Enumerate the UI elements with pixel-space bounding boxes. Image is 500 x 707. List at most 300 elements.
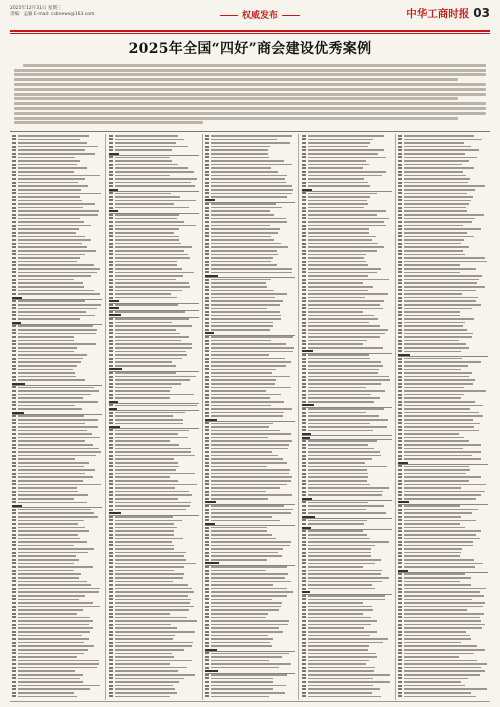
entry-number — [398, 350, 402, 352]
text-line — [404, 333, 473, 335]
text-line — [115, 196, 180, 198]
text-line — [115, 232, 174, 234]
text-line — [211, 246, 288, 248]
entry-number — [398, 390, 402, 392]
entry-number — [109, 624, 113, 626]
entry-number — [205, 469, 209, 471]
entry-number — [205, 519, 209, 521]
text-line — [115, 631, 196, 633]
text-line — [115, 656, 174, 658]
text-line — [115, 419, 183, 421]
text-line — [404, 221, 472, 223]
entry-number — [12, 667, 16, 669]
entry-number — [205, 300, 209, 302]
text-line — [404, 178, 470, 180]
text-line — [308, 552, 371, 554]
text-line — [404, 473, 466, 475]
text-line — [302, 437, 310, 439]
text-line — [404, 340, 459, 342]
entry-number — [109, 674, 113, 676]
text-line — [115, 440, 170, 442]
entry-number — [109, 318, 113, 320]
text-line — [404, 232, 467, 234]
entry-number — [109, 638, 113, 640]
text-line — [115, 394, 194, 396]
entry-number — [205, 566, 209, 568]
entry-number — [398, 221, 402, 223]
text-line — [308, 196, 371, 198]
text-line — [308, 379, 390, 381]
entry-number — [109, 311, 113, 313]
text-line — [404, 315, 460, 317]
entry-number — [12, 465, 16, 467]
entry-number — [109, 379, 113, 381]
text-line — [308, 268, 382, 270]
entry-number — [109, 167, 113, 169]
entry-number — [109, 422, 113, 424]
entry-number — [398, 235, 402, 237]
text-line — [18, 458, 75, 460]
entry-number — [398, 667, 402, 669]
text-line — [211, 250, 277, 252]
text-line — [404, 189, 475, 191]
text-line — [18, 315, 95, 317]
entry-number — [205, 318, 209, 320]
entry-number — [302, 620, 306, 622]
text-line — [18, 318, 80, 320]
text-line — [18, 135, 89, 137]
entry-number — [109, 160, 113, 162]
text-line — [404, 455, 472, 457]
entry-number — [398, 347, 402, 349]
text-line — [115, 473, 196, 475]
entry-number — [302, 135, 306, 137]
entry-number — [12, 304, 16, 306]
text-line — [115, 602, 190, 604]
entry-number — [109, 685, 113, 687]
text-line — [115, 448, 191, 450]
entry-number — [205, 616, 209, 618]
text-line — [211, 135, 292, 137]
text-line — [18, 663, 99, 665]
text-line — [308, 293, 389, 295]
entry-number — [205, 210, 209, 212]
case-entry — [302, 695, 392, 699]
entry-number — [398, 458, 402, 460]
text-line — [211, 538, 276, 540]
entry-number — [12, 210, 16, 212]
entry-number — [398, 189, 402, 191]
entry-number — [12, 652, 16, 654]
entry-number — [398, 142, 402, 144]
text-line — [308, 182, 368, 184]
text-line — [18, 423, 85, 425]
text-line — [18, 178, 85, 180]
entry-number — [109, 235, 113, 237]
text-line — [404, 164, 462, 166]
entry-number — [109, 559, 113, 561]
text-line — [115, 351, 187, 353]
entry-number — [12, 404, 16, 406]
entry-number — [12, 544, 16, 546]
entry-number — [109, 221, 113, 223]
text-line — [308, 419, 389, 421]
text-line — [404, 627, 482, 629]
text-line — [205, 501, 216, 503]
text-line — [115, 502, 191, 504]
entry-number — [109, 347, 113, 349]
text-line — [404, 674, 480, 676]
entry-number — [109, 447, 113, 449]
text-line — [115, 444, 179, 446]
text-line — [404, 228, 481, 230]
text-line — [211, 365, 286, 367]
text-line — [308, 494, 382, 496]
text-line — [18, 329, 97, 331]
entry-number — [205, 138, 209, 140]
text-line — [12, 412, 24, 414]
text-line — [211, 225, 270, 227]
text-line — [115, 688, 175, 690]
entry-number — [398, 588, 402, 590]
entry-number — [302, 340, 306, 342]
text-line — [115, 581, 173, 583]
entry-number — [109, 667, 113, 669]
text-line — [18, 175, 100, 177]
entry-number — [398, 289, 402, 291]
text-line — [211, 469, 290, 471]
text-line — [308, 541, 389, 543]
text-line — [211, 203, 276, 205]
text-line — [115, 272, 194, 274]
text-line — [115, 264, 177, 266]
entry-number — [12, 279, 16, 281]
text-line — [18, 444, 93, 446]
text-line — [211, 617, 266, 619]
entry-number — [205, 455, 209, 457]
entry-number — [302, 243, 306, 245]
entry-number — [205, 160, 209, 162]
text-line — [115, 649, 185, 651]
text-line — [211, 343, 286, 345]
text-line — [211, 638, 273, 640]
text-line — [205, 332, 214, 334]
entry-number — [109, 566, 113, 568]
text-line — [211, 681, 273, 683]
entry-number — [109, 243, 113, 245]
entry-number — [398, 217, 402, 219]
entry-number — [205, 559, 209, 561]
entry-number — [12, 523, 16, 525]
entry-number — [12, 573, 16, 575]
entry-number — [398, 527, 402, 529]
text-line — [115, 563, 197, 565]
footer-rule — [10, 701, 490, 702]
text-line — [115, 606, 194, 608]
entry-number — [302, 451, 306, 453]
text-line — [115, 178, 198, 180]
text-line — [404, 440, 469, 442]
entry-number — [109, 383, 113, 385]
entry-number — [302, 444, 306, 446]
entry-number — [302, 465, 306, 467]
text-line — [18, 563, 74, 565]
text-line — [211, 599, 272, 601]
text-line — [404, 617, 480, 619]
case-column — [205, 134, 295, 700]
entry-number — [398, 419, 402, 421]
text-line — [211, 304, 280, 306]
text-line — [211, 696, 269, 698]
text-line — [211, 340, 271, 342]
text-line — [308, 304, 380, 306]
text-line — [404, 279, 479, 281]
case-entry — [205, 695, 295, 699]
entry-number — [398, 412, 402, 414]
text-line — [308, 167, 363, 169]
text-line — [308, 667, 375, 669]
text-line — [308, 193, 378, 195]
text-line — [115, 681, 180, 683]
text-line — [18, 290, 94, 292]
entry-number — [12, 365, 16, 367]
entry-number — [398, 146, 402, 148]
entry-number — [302, 401, 306, 403]
entry-number — [109, 555, 113, 557]
entry-number — [398, 307, 402, 309]
entry-number — [398, 171, 402, 173]
entry-number — [109, 264, 113, 266]
entry-number — [302, 523, 306, 525]
entry-number — [12, 552, 16, 554]
text-line — [404, 293, 462, 295]
entry-number — [398, 494, 402, 496]
text-line — [115, 361, 173, 363]
entry-number — [109, 239, 113, 241]
entry-number — [302, 537, 306, 539]
text-line — [308, 210, 387, 212]
text-line — [18, 275, 91, 277]
text-line — [308, 656, 377, 658]
text-line — [115, 670, 179, 672]
text-line — [115, 203, 174, 205]
entry-number — [205, 692, 209, 694]
entry-number — [109, 494, 113, 496]
text-line — [404, 157, 477, 159]
text-line — [115, 638, 174, 640]
entry-number — [398, 685, 402, 687]
text-line — [404, 254, 465, 256]
text-line — [211, 239, 274, 241]
text-line — [18, 527, 85, 529]
text-line — [308, 545, 376, 547]
entry-number — [398, 372, 402, 374]
entry-number — [205, 304, 209, 306]
text-line — [18, 577, 79, 579]
entry-number — [205, 656, 209, 658]
entry-number — [302, 174, 306, 176]
text-line — [404, 613, 484, 615]
entry-number — [12, 228, 16, 230]
entry-number — [109, 228, 113, 230]
entry-number — [205, 225, 209, 227]
entry-number — [398, 365, 402, 367]
text-line — [308, 523, 365, 525]
entry-number — [12, 372, 16, 374]
entry-number — [205, 311, 209, 313]
text-line — [115, 458, 175, 460]
entry-number — [302, 279, 306, 281]
entry-number — [109, 354, 113, 356]
text-line — [18, 361, 81, 363]
text-line — [404, 602, 485, 604]
entry-number — [302, 250, 306, 252]
entry-number — [205, 135, 209, 137]
text-line — [404, 448, 463, 450]
entry-number — [12, 286, 16, 288]
entry-number — [205, 264, 209, 266]
text-line — [308, 282, 363, 284]
text-line — [404, 538, 480, 540]
text-line — [404, 415, 483, 417]
text-line — [404, 210, 467, 212]
text-line — [115, 293, 172, 295]
text-line — [308, 153, 378, 155]
entry-number — [12, 401, 16, 403]
text-line — [115, 286, 190, 288]
text-line — [308, 588, 375, 590]
entry-number — [302, 512, 306, 514]
entry-number — [205, 422, 209, 424]
text-line — [115, 635, 176, 637]
text-line — [404, 325, 463, 327]
entry-number — [109, 390, 113, 392]
entry-number — [205, 415, 209, 417]
text-line — [404, 167, 474, 169]
entry-number — [109, 350, 113, 352]
entry-number — [398, 149, 402, 151]
entry-number — [12, 167, 16, 169]
entry-number — [302, 634, 306, 636]
text-line — [18, 469, 95, 471]
text-line — [211, 426, 269, 428]
text-line — [18, 193, 101, 195]
text-line — [308, 300, 385, 302]
entry-number — [12, 156, 16, 158]
text-line — [308, 688, 380, 690]
text-line — [308, 696, 382, 698]
text-line — [18, 167, 87, 169]
text-line — [18, 674, 83, 676]
entry-number — [205, 483, 209, 485]
entry-number — [205, 667, 209, 669]
entry-number — [398, 199, 402, 201]
text-line — [308, 333, 385, 335]
text-line — [18, 516, 98, 518]
text-line — [308, 408, 384, 410]
entry-number — [12, 419, 16, 421]
text-line — [115, 674, 195, 676]
entry-number — [205, 343, 209, 345]
entry-number — [398, 530, 402, 532]
text-line — [211, 139, 277, 141]
text-line — [211, 182, 286, 184]
text-line — [308, 473, 368, 475]
text-line — [18, 660, 99, 662]
entry-number — [398, 631, 402, 633]
entry-number — [205, 340, 209, 342]
text-line — [308, 185, 371, 187]
text-line — [115, 627, 178, 629]
entry-number — [398, 279, 402, 281]
intro-text-line — [14, 93, 486, 96]
entry-number — [109, 286, 113, 288]
text-line — [404, 175, 466, 177]
column-divider — [202, 134, 203, 700]
text-line — [308, 261, 367, 263]
text-line — [211, 189, 293, 191]
entry-number — [398, 394, 402, 396]
entry-number — [398, 642, 402, 644]
text-line — [211, 142, 290, 144]
text-line — [404, 520, 476, 522]
entry-number — [12, 422, 16, 424]
entry-number — [12, 182, 16, 184]
entry-number — [12, 239, 16, 241]
text-line — [211, 520, 280, 522]
text-line — [308, 563, 375, 565]
entry-number — [205, 494, 209, 496]
entry-number — [302, 458, 306, 460]
entry-number — [302, 573, 306, 575]
text-line — [211, 509, 293, 511]
text-line — [308, 343, 363, 345]
entry-number — [109, 376, 113, 378]
text-line — [308, 354, 369, 356]
text-line — [211, 448, 288, 450]
text-line — [211, 433, 291, 435]
entry-number — [205, 412, 209, 414]
entry-number — [302, 264, 306, 266]
entry-number — [398, 692, 402, 694]
entry-number — [12, 332, 16, 334]
entry-number — [398, 368, 402, 370]
entry-number — [398, 286, 402, 288]
entry-number — [302, 318, 306, 320]
entry-number — [398, 695, 402, 697]
entry-number — [302, 588, 306, 590]
entry-number — [302, 311, 306, 313]
entry-number — [398, 167, 402, 169]
entry-number — [205, 476, 209, 478]
entry-number — [12, 178, 16, 180]
entry-number — [12, 153, 16, 155]
entry-number — [109, 534, 113, 536]
entry-number — [302, 379, 306, 381]
text-line — [18, 200, 82, 202]
entry-number — [302, 386, 306, 388]
masthead — [406, 6, 490, 21]
entry-number — [302, 207, 306, 209]
entry-number — [398, 401, 402, 403]
entry-number — [12, 534, 16, 536]
entry-number — [12, 358, 16, 360]
entry-number — [398, 659, 402, 661]
text-line — [211, 412, 284, 414]
text-line — [18, 430, 87, 432]
intro-text-line — [14, 69, 486, 72]
text-line — [211, 397, 270, 399]
